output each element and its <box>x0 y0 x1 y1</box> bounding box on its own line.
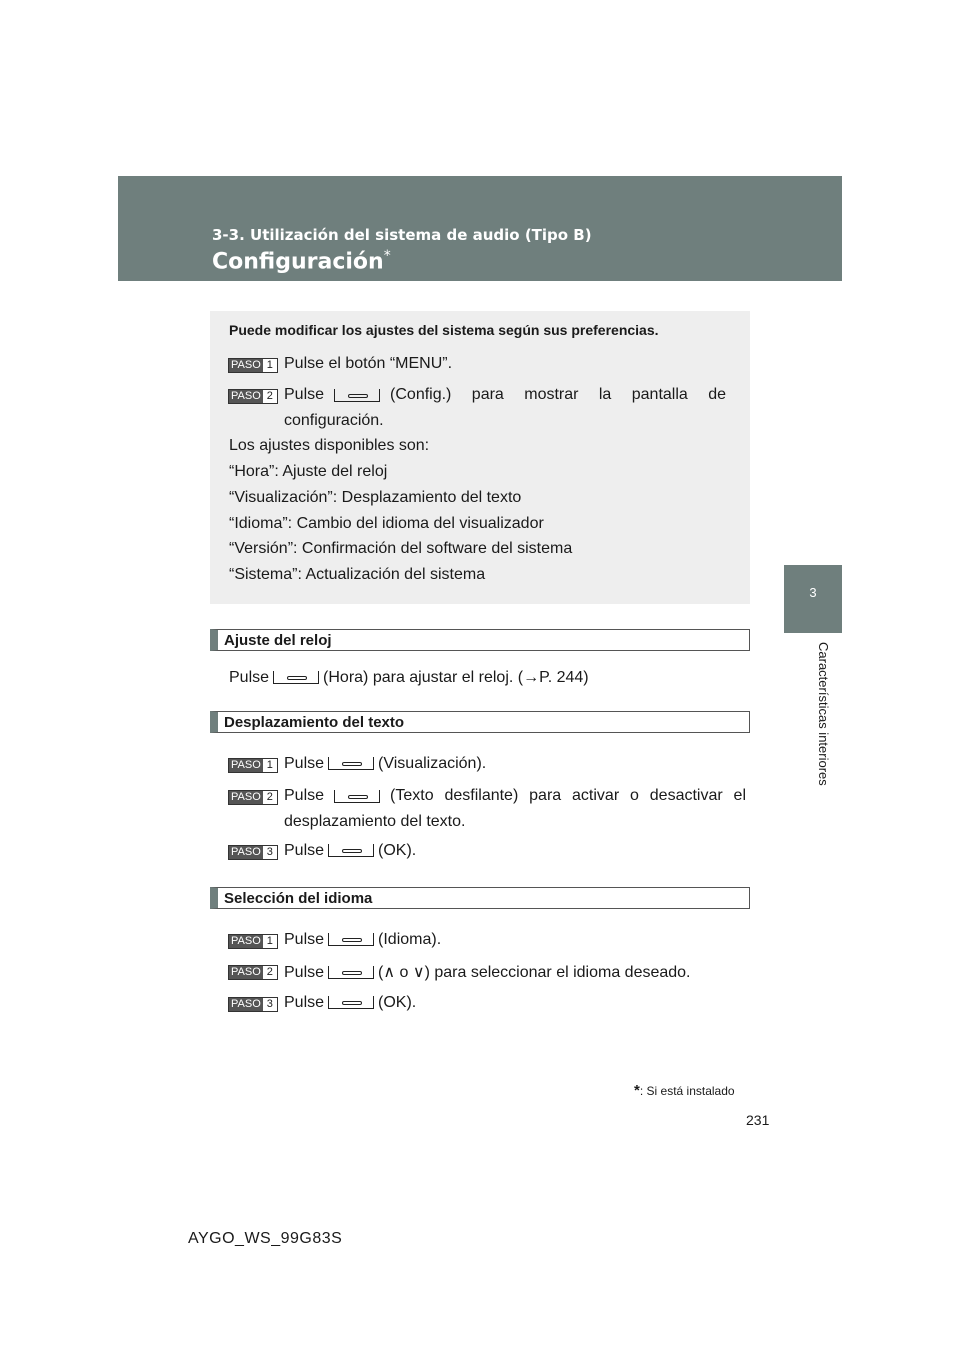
section-heading-clock <box>210 629 750 651</box>
arrow-button-icon <box>328 966 374 979</box>
step-badge <box>228 790 278 805</box>
settings-item: “Visualización”: Desplazamiento del texto <box>229 489 522 506</box>
ok-button-icon <box>328 996 374 1009</box>
step-badge-number: 3 <box>263 998 277 1011</box>
step-badge-number: 2 <box>263 791 277 804</box>
language-step1 <box>284 931 441 949</box>
scroll-step3 <box>284 842 416 860</box>
page-title <box>212 248 391 274</box>
language-step3-text: (OK). <box>378 994 417 1011</box>
step-badge <box>228 389 278 404</box>
optional-mark: * <box>383 248 391 264</box>
intro-box <box>210 311 750 604</box>
step-badge-label: PASO <box>231 966 261 978</box>
settings-item: “Hora”: Ajuste del reloj <box>229 463 388 480</box>
language-step3 <box>284 994 416 1012</box>
asterisk-mark: * <box>634 1082 640 1099</box>
language-step2-text: (∧ o ∨) para seleccionar el idioma deseado. <box>378 964 691 981</box>
settings-item: “Versión”: Confirmación del software del sistema <box>229 540 573 557</box>
section-heading-language <box>210 887 750 909</box>
step-badge-label: PASO <box>231 359 261 371</box>
step-badge-number: 1 <box>263 359 277 372</box>
intro-step2-cont: configuración. <box>284 412 384 429</box>
step-badge <box>228 934 278 949</box>
scroll-step2-cont: desplazamiento del texto. <box>284 813 466 830</box>
chapter-number: 3 <box>809 585 817 600</box>
page-title-text: Configuración <box>212 249 384 275</box>
ok-button-icon <box>328 844 374 857</box>
section-heading-text: Selección del idioma <box>224 890 373 907</box>
step-badge <box>228 845 278 860</box>
step-badge <box>228 965 278 980</box>
scroll-step3-text: (OK). <box>378 842 417 859</box>
clock-instruction <box>229 669 589 687</box>
section-heading-text: Ajuste del reloj <box>224 632 332 649</box>
step-badge-number: 2 <box>263 390 277 403</box>
settings-item: “Sistema”: Actualización del sistema <box>229 566 486 583</box>
step-badge-label: PASO <box>231 791 261 803</box>
intro-step2-text: (Config.) para mostrar la pantalla de <box>390 386 726 403</box>
step-badge-number: 1 <box>263 935 277 948</box>
step-badge <box>228 358 278 373</box>
step-badge-number: 2 <box>263 966 277 979</box>
footnote <box>634 1082 735 1099</box>
step-badge <box>228 997 278 1012</box>
texto-desfilante-button-icon <box>334 790 380 803</box>
scroll-step1-text: (Visualización). <box>378 755 487 772</box>
intro-step2-pulse: Pulse <box>284 386 325 403</box>
step-badge-label: PASO <box>231 846 261 858</box>
language-step2 <box>284 962 691 982</box>
section-heading-scroll <box>210 711 750 733</box>
scroll-step3-pulse: Pulse <box>284 842 325 859</box>
clock-pulse: Pulse <box>229 669 270 686</box>
step-badge-label: PASO <box>231 759 261 771</box>
scroll-step1-pulse: Pulse <box>284 755 325 772</box>
chapter-label: Características interiores <box>816 642 831 786</box>
section-label: 3-3. Utilización del sistema de audio (Tipo B) <box>212 226 592 244</box>
language-step1-pulse: Pulse <box>284 931 325 948</box>
settings-item: “Idioma”: Cambio del idioma del visualizador <box>229 515 544 532</box>
scroll-step2-pulse: Pulse <box>284 787 325 804</box>
intro-step1-text: Pulse el botón “MENU”. <box>284 355 453 372</box>
document-code: AYGO_WS_99G83S <box>188 1230 343 1247</box>
step-badge-number: 1 <box>263 759 277 772</box>
hora-button-icon <box>273 671 319 684</box>
step-badge-label: PASO <box>231 390 261 402</box>
footnote-text: : Si está instalado <box>639 1084 735 1098</box>
language-step1-text: (Idioma). <box>378 931 442 948</box>
scroll-step2 <box>284 787 746 805</box>
page-header <box>118 176 842 281</box>
scroll-step1 <box>284 755 486 773</box>
section-heading-text: Desplazamiento del texto <box>224 714 405 731</box>
visualizacion-button-icon <box>328 757 374 770</box>
page-number: 231 <box>746 1112 770 1128</box>
settings-list-intro: Los ajustes disponibles son: <box>229 437 430 454</box>
intro-step2-line <box>284 386 726 404</box>
step-badge-label: PASO <box>231 935 261 947</box>
config-button-icon <box>334 389 380 402</box>
intro-heading: Puede modificar los ajustes del sistema según sus preferencias. <box>229 322 659 338</box>
scroll-step2-text: (Texto desfilante) para activar o desactivar el <box>390 787 746 804</box>
clock-text: (Hora) para ajustar el reloj. (→P. 244) <box>323 669 589 686</box>
step-badge <box>228 758 278 773</box>
chapter-tab <box>784 565 842 633</box>
step-badge-label: PASO <box>231 998 261 1010</box>
language-step2-pulse: Pulse <box>284 964 325 981</box>
idioma-button-icon <box>328 933 374 946</box>
step-badge-number: 3 <box>263 846 277 859</box>
language-step3-pulse: Pulse <box>284 994 325 1011</box>
